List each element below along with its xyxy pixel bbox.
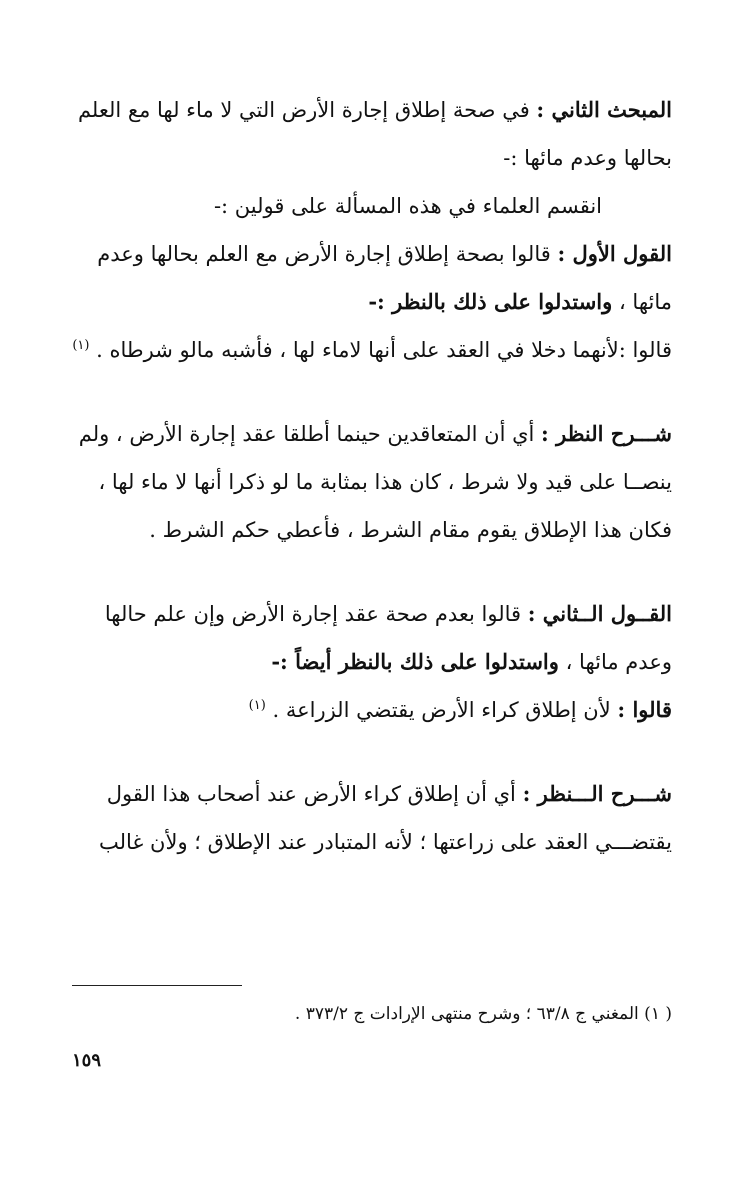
section1-line3: انقسم العلماء في هذه المسألة على قولين :- [213, 194, 602, 218]
qawl1-line1: القول الأول : قالوا بصحة إطلاق إجارة الأرض مع العلم بحالها وعدم [97, 241, 672, 266]
footnote-ref: (١) [248, 698, 266, 713]
sharh1-heading: شـــرح النظر : [541, 421, 672, 446]
section1-line1 [72, 86, 672, 134]
page-body [72, 86, 672, 866]
sharh1-line1: شـــرح النظر : أي أن المتعاقدين حينما أطلقا عقد إجارة الأرض ، ولم [78, 421, 672, 446]
qawl1-line3: قالوا :لأنهما دخلا في العقد على أنها لاماء لها ، فأشبه مالو شرطاه . $^{(١)}$ [72, 338, 672, 362]
sharh2-line1: شـــرح الـــنظر : أي أن إطلاق كراء الأرض عند أصحاب هذا القول [106, 781, 672, 806]
footnote-ref: (١) [72, 338, 90, 353]
qawl2-line1: القــول الــثاني : قالوا بعدم صحة عقد إجارة الأرض وإن علم حالها [104, 601, 672, 626]
section1-line2: بحالها وعدم مائها :- [503, 146, 672, 170]
qawl1-heading: القول الأول : [557, 241, 672, 266]
footnote: ( ١) المغني ج ٦٣/٨ ؛ وشرح منتهى الإرادات ج ٣٧٣/٢ . [294, 1004, 672, 1024]
section-heading: المبحث الثاني : [536, 97, 672, 122]
footnote-divider [72, 985, 242, 986]
section-title-text: في صحة إطلاق إجارة الأرض التي لا ماء لها مع العلم [77, 98, 530, 122]
sharh2-heading: شـــرح الـــنظر : [522, 781, 672, 806]
page-number: ١٥٩ [72, 1050, 102, 1071]
qawl1-line2: مائها ، واستدلوا على ذلك بالنظر :- [368, 289, 672, 314]
qawl2-line2: وعدم مائها ، واستدلوا على ذلك بالنظر أيضاً :- [271, 649, 672, 674]
qawl2-heading: القــول الــثاني : [527, 601, 672, 626]
sharh2-line2: يقتضـــي العقد على زراعتها ؛ لأنه المتبادر عند الإطلاق ؛ ولأن غالب [98, 830, 672, 854]
sharh1-line2: ينصــا على قيد ولا شرط ، كان هذا بمثابة ما لو ذكرا أنها لا ماء لها ، [98, 470, 672, 494]
sharh1-line3: فكان هذا الإطلاق يقوم مقام الشرط ، فأعطي حكم الشرط . [149, 518, 672, 542]
qawl2-line3: قالوا : لأن إطلاق كراء الأرض يقتضي الزراعة . $^{(١)}$ [248, 697, 672, 722]
